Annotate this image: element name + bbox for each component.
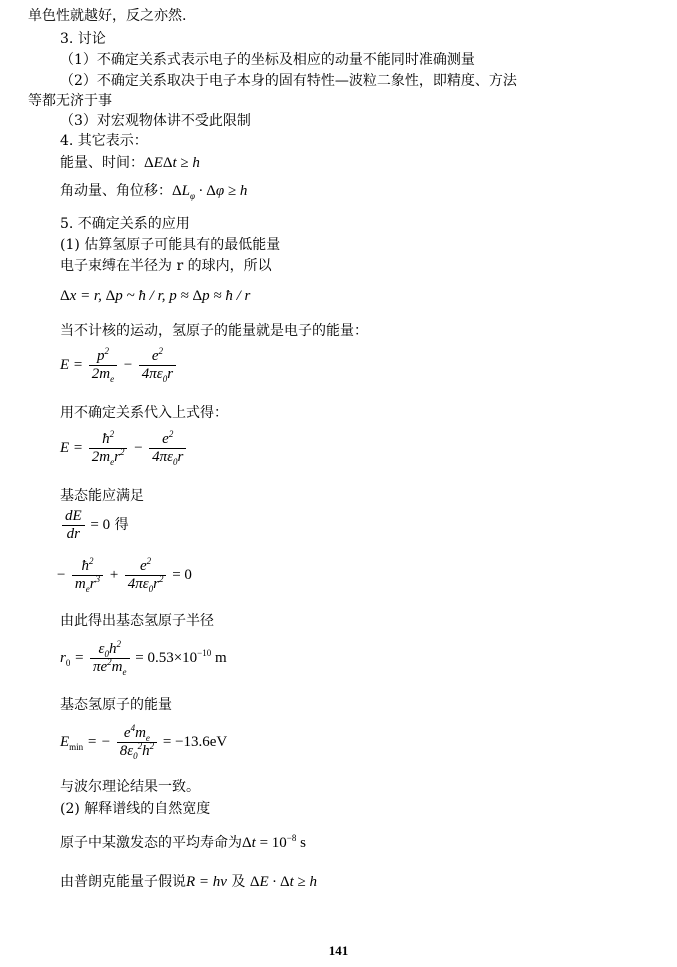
text-line: 基态氢原子的能量 [60, 697, 172, 713]
text-line: （2）不确定关系取决于电子本身的固有特性—波粒二象性，即精度、方法 [60, 73, 517, 89]
text-line: 电子束缚在半径为 r 的球内，所以 [60, 258, 272, 274]
section-heading: 4. 其它表示： [60, 133, 148, 149]
equation-bohr-radius: $r_0$ = $\frac{\varepsilon_0h^2}{\pi e^2m_e}$ = $0.53\times 10^{-10}$ m [60, 639, 227, 677]
angular-relation: 角动量、角位移：$\Delta L_\varphi \cdot \Delta\varphi \ge h$ [60, 183, 248, 201]
planck-and: 及 [231, 874, 246, 890]
equation-uncertainty: Δx = r, Δp ~ ħ / r, p ≈ Δp ≈ ħ / r [60, 288, 251, 304]
text-line: 当不计核的运动，氢原子的能量就是电子的能量： [60, 323, 368, 339]
text-line: 用不确定关系代入上式得： [60, 405, 228, 421]
text-line: 等都无济于事 [28, 93, 112, 109]
energy-time-relation: 能量、时间：ΔEΔt ≥ h [60, 155, 200, 171]
text-line: 基态能应满足 [60, 488, 144, 504]
section-heading: 3. 讨论 [60, 31, 106, 47]
section-heading: 5. 不确定关系的应用 [60, 216, 190, 232]
text-line: (2) 解释谱线的自然宽度 [60, 801, 211, 817]
derivative-suffix: 得 [114, 516, 129, 533]
equation-energy: E = $\frac{p^2}{2m_e}$ − $\frac{e^2}{4\pi\varepsilon_0r}$ [60, 348, 178, 383]
angular-label: 角动量、角位移： [60, 183, 172, 199]
planck-label: 由普朗克能量子假说 [60, 874, 186, 890]
text-line: 由此得出基态氢原子半径 [60, 613, 214, 629]
energy-time-label: 能量、时间： [60, 155, 144, 171]
lifetime-label: 原子中某激发态的平均寿命为 [60, 835, 242, 851]
equation-derivative: $\frac{dE}{dr}$ = 0 得 [60, 508, 129, 543]
lifetime-line: 原子中某激发态的平均寿命为$\Delta t = 10^{-8}$ s [60, 833, 306, 851]
text-line: (1) 估算氢原子可能具有的最低能量 [60, 237, 281, 253]
equation-energy-substituted: E = $\frac{ħ^2}{2m_er^2}$ − $\frac{e^2}{4\pi\varepsilon_0r}$ [60, 431, 188, 466]
equation-minimum-condition: − $\frac{ħ^2}{m_er^3}$ + $\frac{e^2}{4\pi\varepsilon_0r^2}$ = 0 [56, 556, 192, 594]
equation-ground-energy: $E_{min}$ = − $\frac{e^4m_e}{8\varepsilon_0^2h^2}$ = −13.6eV [60, 723, 228, 761]
text-line: 与波尔理论结果一致。 [60, 779, 200, 795]
text-line: 单色性就越好，反之亦然. [28, 8, 187, 24]
planck-line: 由普朗克能量子假说R = hν 及 ΔE · Δt ≥ h [60, 874, 317, 890]
text-line: （3）对宏观物体讲不受此限制 [60, 113, 251, 129]
page-number: 141 [328, 943, 349, 958]
text-line: （1）不确定关系式表示电子的坐标及相应的动量不能同时准确测量 [60, 52, 475, 68]
